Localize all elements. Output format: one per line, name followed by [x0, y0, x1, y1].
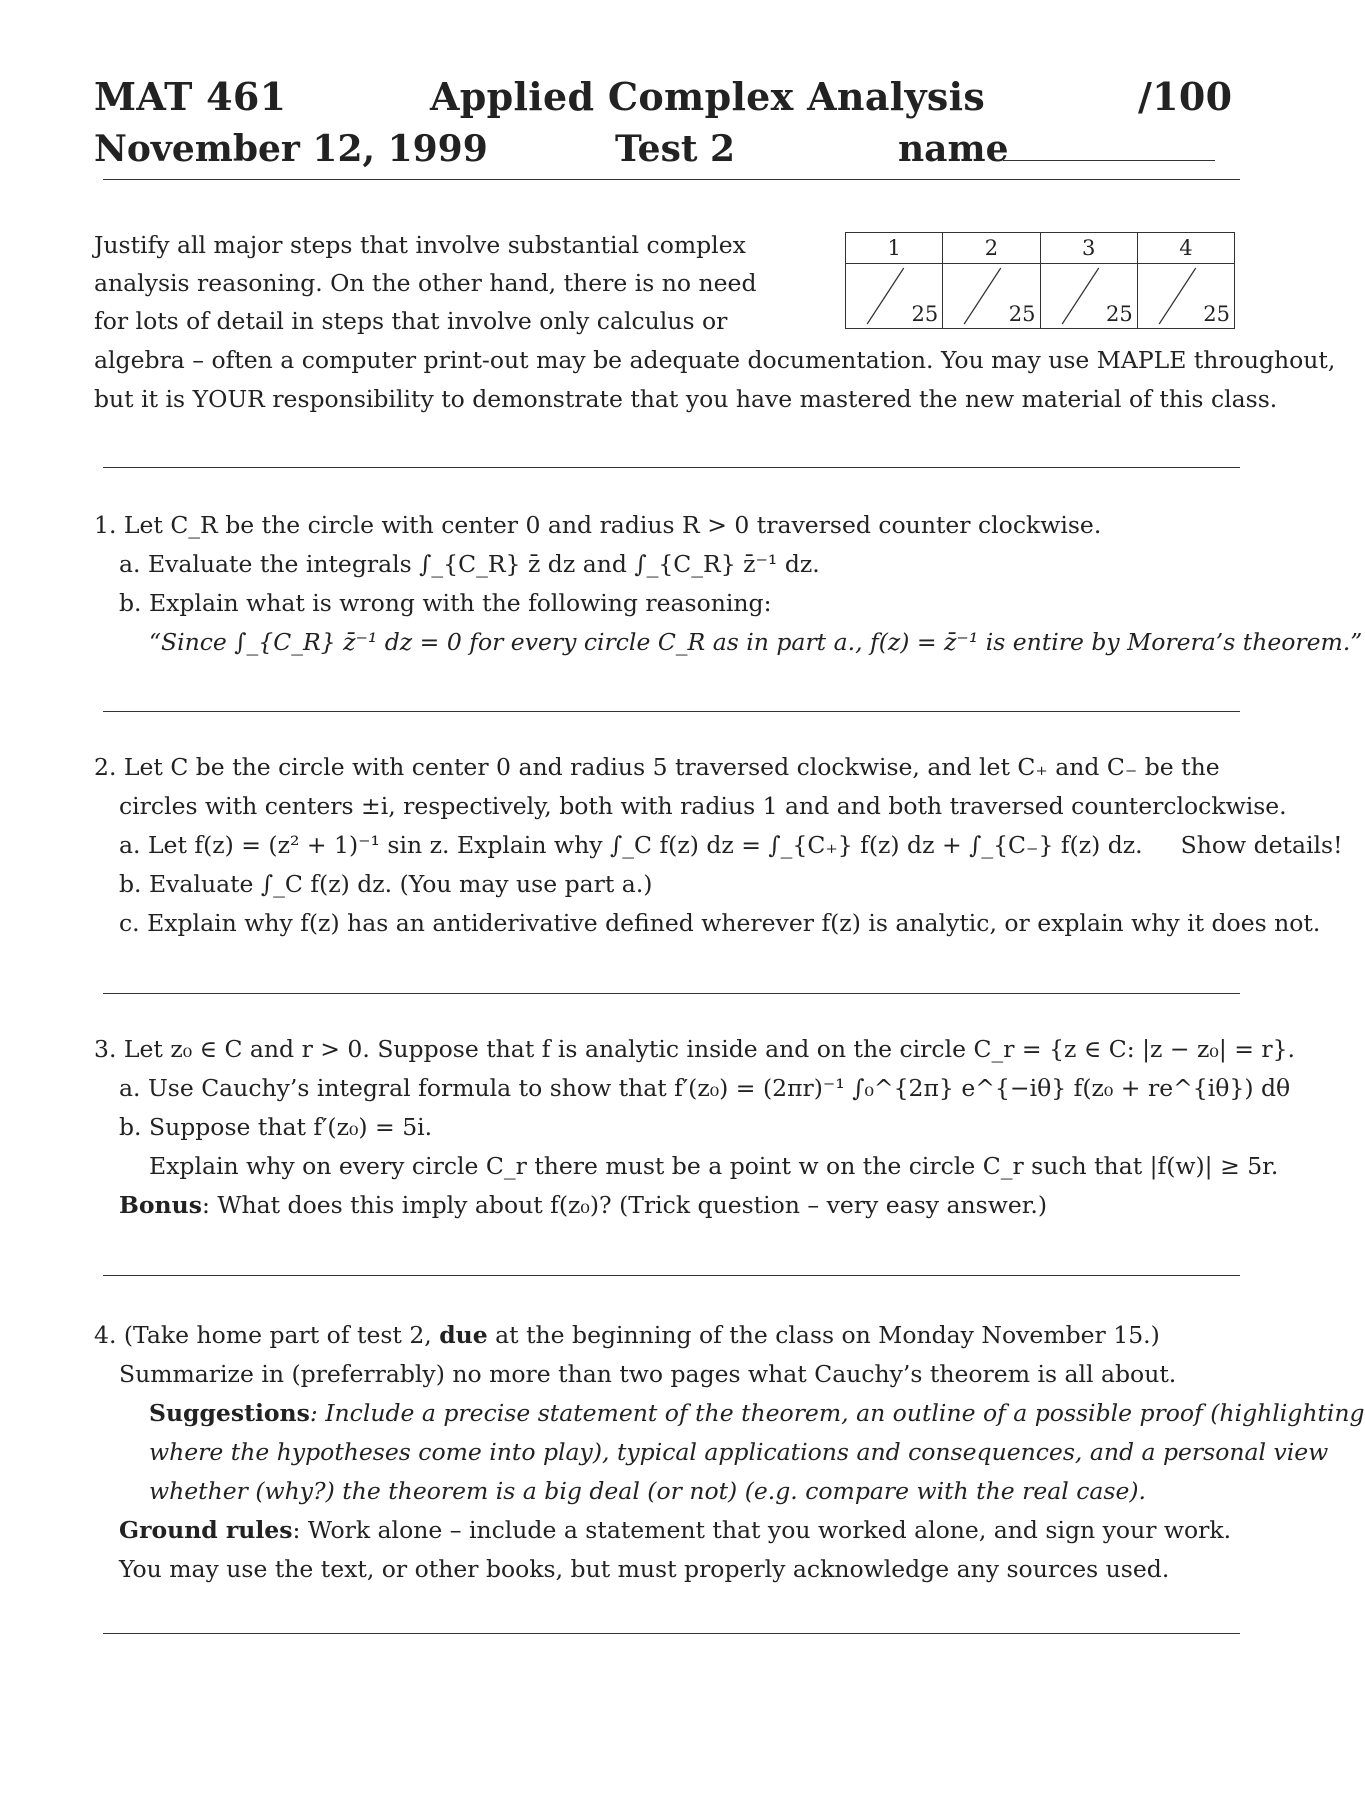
score-cell-1[interactable] [846, 264, 943, 329]
ground-rules-text-2: You may use the text, or other books, but must properly acknowledge any sources used. [119, 1555, 1170, 1583]
problem-2-part-a-text: a. Let f(z) = (z² + 1)⁻¹ sin z. Explain why ∫_C f(z) dz = ∫_{C₊} f(z) dz + ∫_{C₋} f(z) dz. [119, 831, 1143, 859]
total-points: /100 [1138, 74, 1233, 119]
due-label: due [439, 1321, 488, 1349]
problem-1-part-a: a. Evaluate the integrals ∫_{C_R} z̄ dz and ∫_{C_R} z̄⁻¹ dz. [119, 550, 820, 578]
score-cell-4[interactable] [1137, 264, 1234, 329]
bonus-text: : What does this imply about f(z₀)? (Trick question – very easy answer.) [201, 1191, 1048, 1219]
instructions-line-1: Justify all major steps that involve substantial complex [94, 231, 746, 259]
bonus-label: Bonus [119, 1191, 202, 1219]
name-blank-line [1003, 160, 1215, 161]
section-rule [103, 1275, 1240, 1276]
section-rule [103, 993, 1240, 994]
instructions-line-4: algebra – often a computer print-out may be adequate documentation. You may use MAPLE throughout, [94, 346, 1336, 374]
instructions-line-5: but it is YOUR responsibility to demonstrate that you have mastered the new material of this class. [94, 385, 1278, 413]
score-max-3: 25 [1106, 302, 1133, 326]
score-max-1: 25 [911, 302, 939, 326]
score-cell-2[interactable] [943, 264, 1040, 329]
suggestions-text-3: whether (why?) the theorem is a big deal (or not) (e.g. compare with the real case). [149, 1477, 1147, 1505]
instructions-line-3: for lots of detail in steps that involve only calculus or [94, 307, 728, 335]
ground-rules-text-1: : Work alone – include a statement that you worked alone, and sign your work. [292, 1516, 1232, 1544]
problem-4-line-2: Summarize in (preferrably) no more than two pages what Cauchy’s theorem is all about. [119, 1360, 1177, 1388]
problem-2-intro-2: circles with centers ±i, respectively, both with radius 1 and and both traversed counterclockwise. [119, 792, 1287, 820]
suggestions-text-1: : Include a precise statement of the theorem, an outline of a possible proof (highlighting [309, 1399, 1365, 1427]
problem-2-part-a [94, 826, 1343, 865]
problem-1-part-b: b. Explain what is wrong with the following reasoning: [119, 589, 772, 617]
problem-3-intro: 3. Let z₀ ∈ C and r > 0. Suppose that f is analytic inside and on the circle C_r = {z ∈ C: |z − z₀| = r}. [94, 1035, 1296, 1063]
instructions-line-2: analysis reasoning. On the other hand, there is no need [94, 269, 757, 297]
suggestions-text-2: where the hypotheses come into play), typical applications and consequences, and a personal view [149, 1438, 1329, 1466]
problem-2 [94, 748, 1343, 943]
section-rule [103, 467, 1240, 468]
score-header-2: 2 [943, 233, 1040, 264]
score-max-2: 25 [1008, 302, 1036, 326]
ground-rules-label: Ground rules [119, 1516, 293, 1544]
problem-3-part-a: a. Use Cauchy’s integral formula to show that f′(z₀) = (2πr)⁻¹ ∫₀^{2π} e^{−iθ} f(z₀ + re^{iθ}) dθ [119, 1074, 1291, 1102]
score-max-4: 25 [1203, 302, 1230, 326]
problem-4-ground-rules [94, 1511, 1365, 1550]
name-label: name [898, 128, 1009, 170]
problem-4-line-1 [94, 1316, 1365, 1355]
section-rule [103, 711, 1240, 712]
problem-1-intro: 1. Let C_R be the circle with center 0 and radius R > 0 traversed counter clockwise. [94, 511, 1102, 539]
score-header-3: 3 [1040, 233, 1137, 264]
problem-4-suggestions [94, 1394, 1365, 1433]
problem-3 [94, 1030, 1295, 1225]
problem-2-intro-1: 2. Let C be the circle with center 0 and radius 5 traversed clockwise, and let C₊ and C₋ be the [94, 753, 1220, 781]
problem-4-line-1-pre: 4. (Take home part of test 2, [94, 1321, 440, 1349]
score-table [845, 232, 1235, 329]
problem-3-bonus [94, 1186, 1295, 1225]
problem-3-part-b: b. Suppose that f′(z₀) = 5i. [119, 1113, 433, 1141]
course-title: Applied Complex Analysis [430, 74, 986, 119]
problem-2-part-a-note: Show details! [1180, 831, 1343, 859]
score-cell-3[interactable] [1040, 264, 1137, 329]
score-header-1: 1 [846, 233, 943, 264]
section-rule [103, 1633, 1240, 1634]
problem-3-part-b-explain: Explain why on every circle C_r there must be a point w on the circle C_r such that |f(w)| ≥ 5r. [149, 1152, 1279, 1180]
header-rule [103, 179, 1240, 180]
test-date: November 12, 1999 [94, 128, 488, 170]
problem-1 [94, 506, 1362, 662]
course-code: MAT 461 [94, 74, 287, 119]
test-label: Test 2 [615, 128, 736, 170]
problem-4-line-1-post: at the beginning of the class on Monday November 15.) [487, 1321, 1160, 1349]
problem-2-part-b: b. Evaluate ∫_C f(z) dz. (You may use part a.) [119, 870, 653, 898]
problem-2-part-c: c. Explain why f(z) has an antiderivative defined wherever f(z) is analytic, or explain why it does not. [119, 909, 1321, 937]
problem-1-quote: “Since ∫_{C_R} z̄⁻¹ dz = 0 for every circle C_R as in part a., f(z) = z̄⁻¹ is entire by Morera’s theorem.” [149, 628, 1363, 656]
suggestions-label: Suggestions [149, 1399, 310, 1427]
score-header-4: 4 [1137, 233, 1234, 264]
problem-4 [94, 1316, 1365, 1589]
